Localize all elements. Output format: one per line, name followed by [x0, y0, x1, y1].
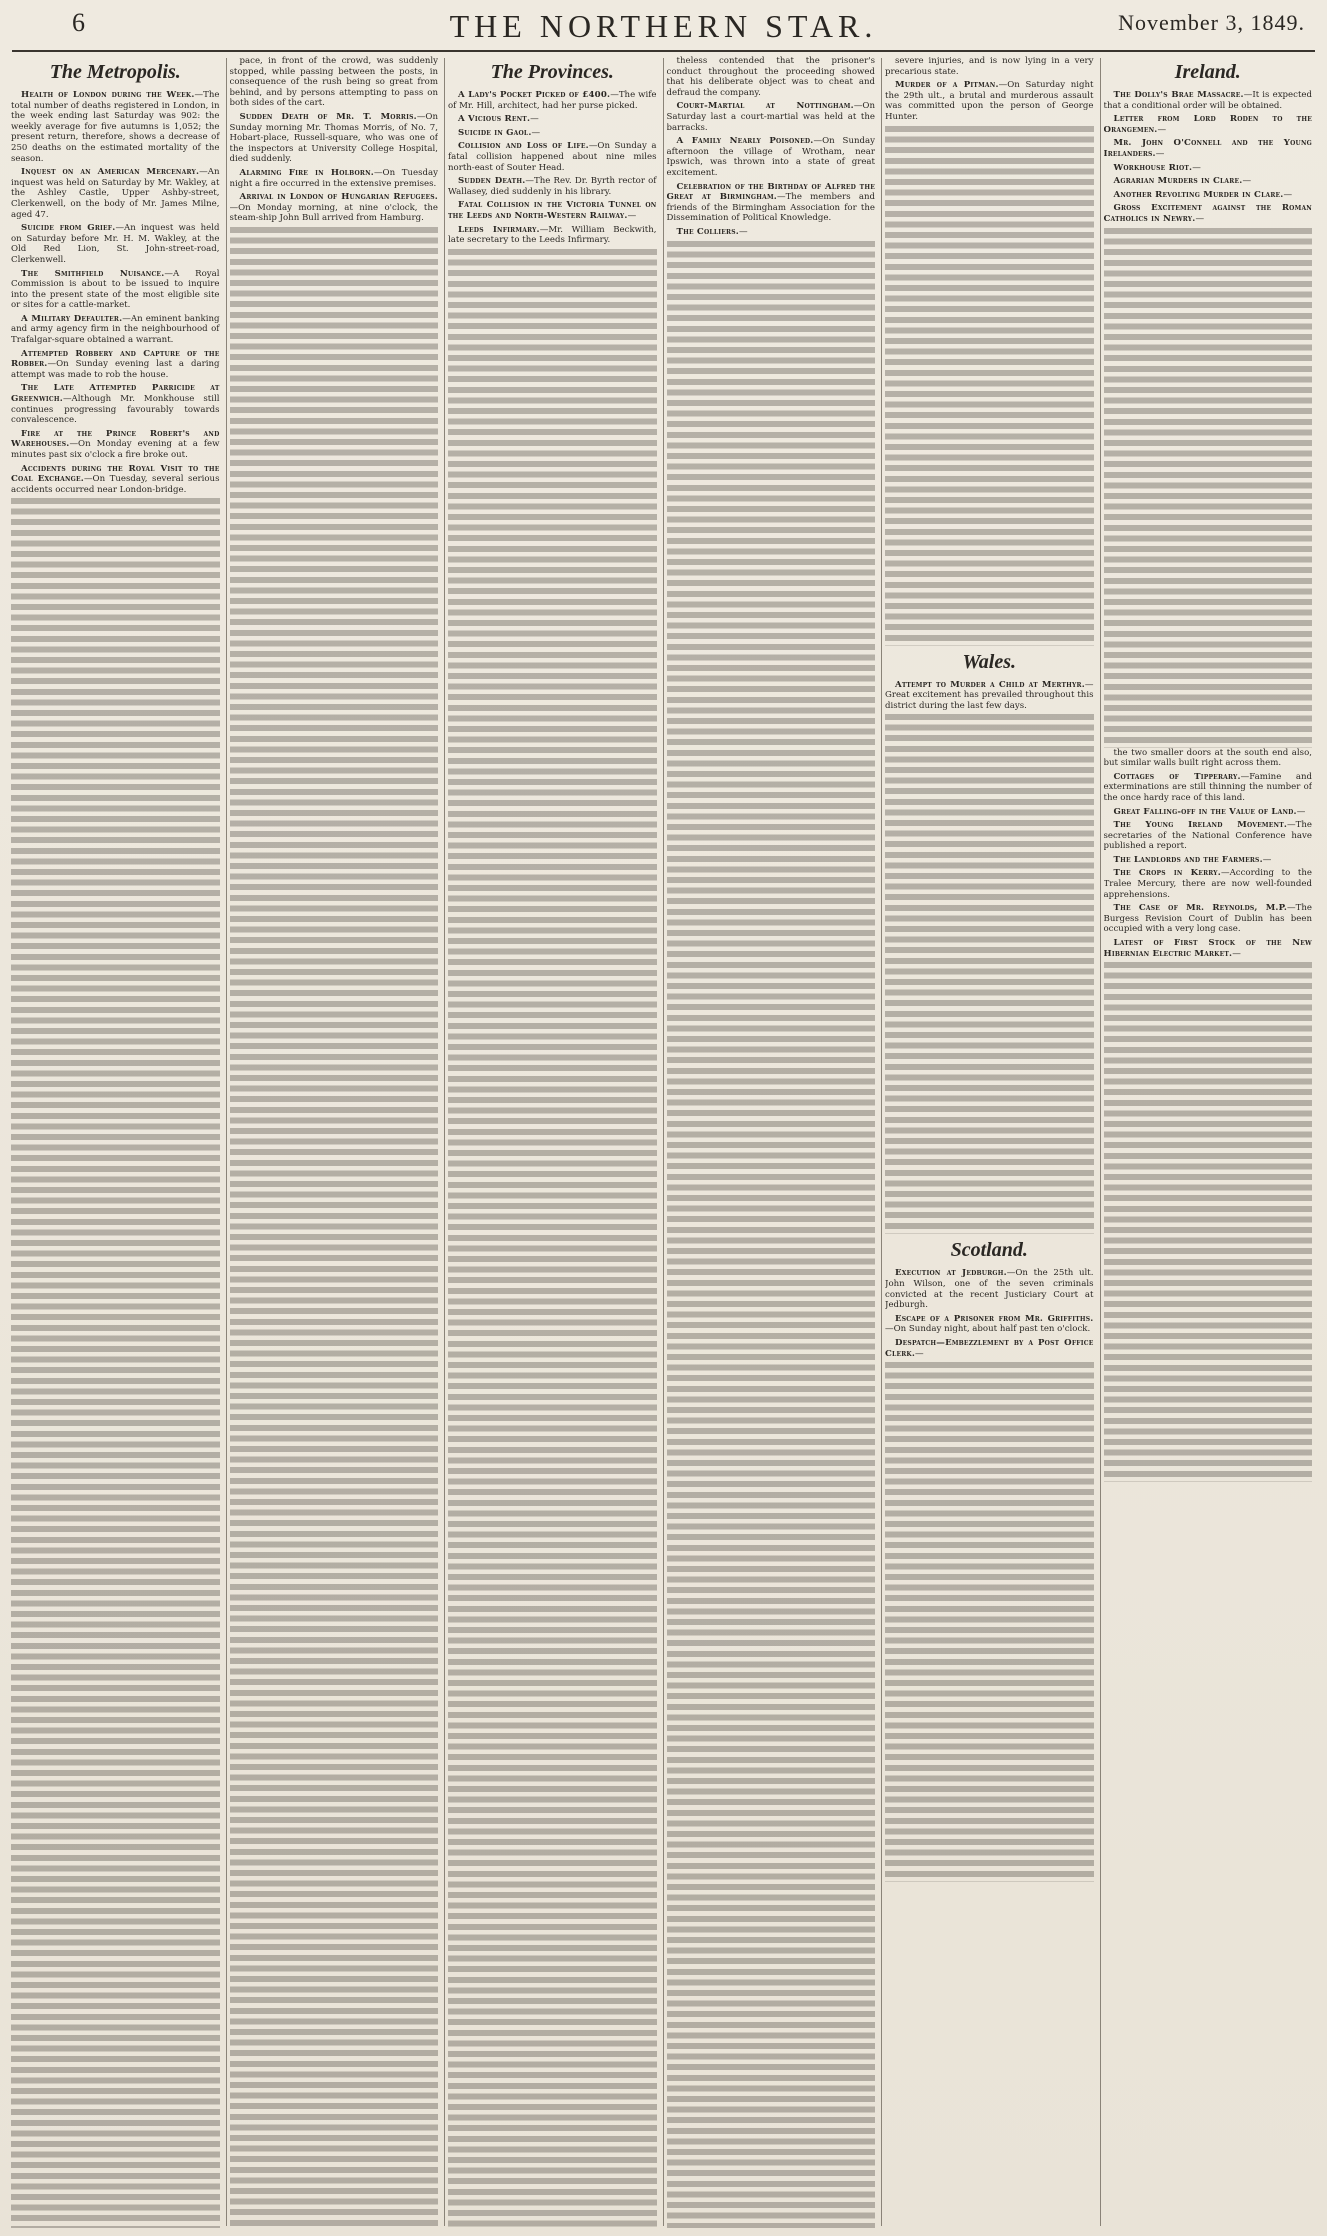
- article-body: —On Saturday last a court-martial was held at the barracks.: [666, 101, 875, 133]
- article-headline: A Vicious Rent.: [458, 114, 531, 125]
- article-paragraph: [885, 1268, 1094, 1310]
- article-body: theless contended that the prisoner's conduct throughout the proceeding showed that his deliberate object was to cheat and defraud the company.: [666, 56, 875, 98]
- body-text-lines: [885, 1362, 1094, 1882]
- article-headline: Accidents during the Royal Visit to the Coal Exchange.: [11, 463, 220, 485]
- section-heading: The Provinces.: [490, 61, 614, 83]
- article-body: —: [1192, 162, 1201, 173]
- article-body: —: [1232, 948, 1241, 959]
- article-paragraph: [230, 168, 439, 189]
- text-column: [667, 56, 876, 2228]
- article-body: —On Sunday afternoon the village of Wrotham, near Ipswich, was thrown into a state of great excitement.: [666, 136, 875, 178]
- column-rule: [663, 58, 664, 2226]
- article-headline: Cottages of Tipperary.: [1113, 771, 1241, 782]
- article-paragraph: [11, 464, 220, 496]
- header-rule: [12, 50, 1315, 52]
- article-body: —On Sunday night, about half past ten o'clock.: [885, 1324, 1091, 1335]
- article-headline: Fatal Collision in the Victoria Tunnel on the Leeds and North-Western Railway.: [448, 200, 657, 221]
- issue-date: November 3, 1849.: [1118, 10, 1305, 35]
- article-headline: The Young Ireland Movement.: [1113, 820, 1288, 831]
- article-body: —The Rev. Dr. Byrth rector of Wallasey, died suddenly in his library.: [448, 176, 657, 197]
- section-heading: Scotland.: [950, 1239, 1028, 1262]
- text-column: [11, 56, 220, 2228]
- article-body: severe injuries, and is now lying in a very precarious state.: [885, 56, 1094, 77]
- article-body: —: [1283, 189, 1293, 200]
- section-heading: The Metropolis.: [49, 61, 181, 83]
- article-headline: Another Revolting Murder in Clare.: [1113, 189, 1284, 200]
- article-headline: The Dolly's Brae Massacre.: [1113, 90, 1244, 100]
- article-paragraph: [11, 429, 220, 461]
- article-paragraph: [11, 223, 220, 265]
- article-paragraph: [1104, 176, 1313, 187]
- article-body: —: [1242, 176, 1252, 187]
- body-text-lines: [885, 126, 1094, 646]
- text-column: [885, 56, 1094, 2228]
- article-headline: Escape of a Prisoner from Mr. Griffiths.: [895, 1313, 1094, 1324]
- article-paragraph: [448, 114, 657, 125]
- article-paragraph: [885, 680, 1094, 712]
- text-column: [230, 56, 439, 2228]
- body-text-lines: [230, 227, 439, 2227]
- article-body: —: [1262, 854, 1272, 865]
- article-body: —An inquest was held on Saturday before Mr. H. M. Wakley, at the Old Red Lion, St. John-street-road, Clerkenwell.: [11, 223, 220, 265]
- article-headline: The Case of Mr. Reynolds, M.P.: [1113, 903, 1288, 914]
- article-headline: Leeds Infirmary.: [458, 224, 540, 235]
- article-body: —: [531, 127, 541, 138]
- article-paragraph: [11, 383, 220, 425]
- article-body: —The members and friends of the Birmingham Association for the Dissemination of Political Knowledge.: [666, 192, 875, 224]
- article-paragraph: [1104, 190, 1313, 201]
- article-paragraph: [448, 141, 657, 173]
- article-body: —: [915, 1348, 924, 1359]
- article-headline: Alarming Fire in Holborn.: [239, 167, 374, 178]
- article-body: —The wife of Mr. Hill, architect, had her purse picked.: [448, 90, 657, 111]
- article-headline: Suicide from Grief.: [21, 223, 116, 234]
- article-body: pace, in front of the crowd, was suddenly stopped, while passing between the posts, in consequence of the rush being so great from behind, and by persons attempting to pass on both sides of the cart.: [229, 56, 438, 109]
- article-paragraph: [448, 90, 657, 111]
- article-paragraph: [1104, 868, 1313, 900]
- article-headline: Sudden Death of Mr. T. Morris.: [239, 111, 417, 122]
- text-column: [1104, 56, 1313, 2228]
- article-body: —The Burgess Revision Court of Dublin has been occupied with a very long case.: [1103, 903, 1312, 935]
- article-paragraph: [885, 1314, 1094, 1335]
- section-heading: Ireland.: [1174, 61, 1241, 83]
- article-body: —It is expected that a conditional order will be obtained.: [1103, 90, 1312, 111]
- article-headline: Letter from Lord Roden to the Orangemen.: [1103, 114, 1312, 135]
- article-paragraph: [1104, 772, 1313, 804]
- article-body: —On the 25th ult. John Wilson, one of the seven criminals convicted at the recent Justiciary Court at Jedburgh.: [885, 1268, 1094, 1311]
- article-headline: Arrival in London of Hungarian Refugees.: [239, 192, 438, 203]
- article-headline: The Crops in Kerry.: [1113, 868, 1221, 879]
- article-headline: Fire at the Prince Robert's and Warehouses.: [11, 428, 220, 450]
- article-paragraph: [448, 225, 657, 246]
- article-body: —: [1155, 148, 1165, 159]
- article-headline: The Smithfield Nuisance.: [21, 268, 165, 279]
- article-body: —On Sunday a fatal collision happened about nine miles north-east of Souter Head.: [448, 141, 657, 173]
- article-body: —On Sunday evening last a daring attempt was made to rob the house.: [11, 359, 220, 380]
- article-headline: Great Falling-off in the Value of Land.: [1113, 806, 1297, 817]
- article-paragraph: [11, 349, 220, 381]
- page-number: 6: [72, 8, 85, 37]
- article-headline: Sudden Death.: [458, 176, 526, 187]
- article-body: the two smaller doors at the south end also, but similar walls built right across them.: [1103, 747, 1312, 769]
- article-body: —The total number of deaths registered in London, in the week ending last Saturday was 902: the weekly average for five autumns is 1,052; the present return, therefore, shows a decrease of 250 deaths on the estimated mortality of the season.: [11, 90, 220, 164]
- article-headline: Collision and Loss of Life.: [458, 141, 589, 152]
- article-paragraph: [448, 200, 657, 221]
- article-headline: A Lady's Pocket Picked of £400.: [458, 90, 611, 100]
- article-body: —: [1296, 806, 1306, 817]
- article-paragraph: [448, 176, 657, 197]
- article-body: —Mr. William Beckwith, late secretary to the Leeds Infirmary.: [448, 224, 657, 246]
- article-body: —A Royal Commission is about to be issued to inquire into the present state of the most eligible site or sites for a cattle-market.: [11, 268, 220, 311]
- newspaper-title: THE NORTHERN STAR.: [449, 8, 878, 44]
- article-paragraph: [1104, 203, 1313, 224]
- text-column: [448, 56, 657, 2228]
- article-body: —An eminent banking and army agency firm in the neighbourhood of Trafalgar-square obtained a warrant.: [11, 313, 220, 346]
- article-headline: Gross Excitement against the Roman Catholics in Newry.: [1103, 203, 1312, 224]
- article-body: —On Sunday morning Mr. Thomas Morris, of No. 7, Hobart-place, Russell-square, who was one of the inspectors at University College Hospital, died suddenly.: [229, 111, 438, 165]
- article-paragraph: [667, 182, 876, 224]
- article-headline: Murder of a Pitman.: [895, 80, 999, 91]
- article-paragraph: [1104, 114, 1313, 135]
- article-paragraph: [1104, 807, 1313, 818]
- article-paragraph: [1104, 855, 1313, 866]
- article-paragraph: [885, 80, 1094, 122]
- article-paragraph: [885, 56, 1094, 77]
- article-body: —Although Mr. Monkhouse still continues progressing favourably towards convalescence.: [11, 394, 220, 426]
- article-paragraph: [230, 56, 439, 109]
- article-headline: Execution at Jedburgh.: [895, 1268, 1007, 1279]
- article-body: —The secretaries of the National Conference have published a report.: [1103, 820, 1312, 852]
- article-headline: Health of London during the Week.: [21, 90, 195, 100]
- article-paragraph: [1104, 90, 1313, 111]
- body-text-lines: [667, 241, 876, 2229]
- body-text-lines: [448, 249, 657, 2228]
- article-paragraph: [667, 101, 876, 133]
- article-headline: Workhouse Riot.: [1113, 162, 1193, 173]
- column-rule: [881, 58, 882, 2226]
- article-body: —: [530, 114, 539, 125]
- article-paragraph: [667, 136, 876, 178]
- article-paragraph: [1104, 138, 1313, 159]
- article-body: —According to the Tralee Mercury, there are now well-founded apprehensions.: [1103, 868, 1312, 900]
- article-body: —On Monday evening at a few minutes past six o'clock a fire broke out.: [11, 439, 220, 460]
- article-paragraph: [1104, 163, 1313, 174]
- article-paragraph: [1104, 938, 1313, 959]
- article-headline: Latest of First Stock of the New Hibernian Electric Market.: [1103, 938, 1312, 959]
- article-body: —On Tuesday, several serious accidents occurred near London-bridge.: [11, 474, 220, 495]
- article-body: —On Monday morning, at nine o'clock, the steam-ship John Bull arrived from Hamburg.: [229, 202, 438, 224]
- article-headline: A Military Defaulter.: [21, 313, 123, 324]
- article-headline: Despatch—Embezzlement by a Post Office Clerk.: [885, 1337, 1094, 1359]
- article-body: —On Tuesday night a fire occurred in the extensive premises.: [229, 167, 438, 189]
- column-rule: [226, 58, 227, 2226]
- article-paragraph: [1104, 903, 1313, 935]
- body-text-lines: [1104, 228, 1313, 748]
- article-paragraph: [1104, 748, 1313, 769]
- article-paragraph: [667, 227, 876, 238]
- article-body: —: [1195, 213, 1205, 224]
- article-paragraph: [885, 1338, 1094, 1359]
- article-body: —On Saturday night the 29th ult., a brutal and murderous assault was committed upon the person of George Hunter.: [885, 80, 1094, 122]
- article-headline: The Colliers.: [676, 226, 739, 237]
- article-paragraph: [230, 112, 439, 165]
- article-headline: The Late Attempted Parricide at Greenwich.: [11, 383, 220, 405]
- article-body: —: [1157, 124, 1167, 135]
- article-body: —An inquest was held on Saturday by Mr. Wakley, at the Ashley Castle, Upper Ashby-street, Clerkenwell, on the body of Mr. James Milne, aged 47.: [11, 167, 220, 220]
- article-body: —: [738, 226, 748, 237]
- article-body: —: [627, 210, 637, 221]
- article-headline: Attempt to Murder a Child at Merthyr.: [895, 679, 1085, 690]
- article-paragraph: [448, 128, 657, 139]
- article-paragraph: [230, 192, 439, 224]
- article-headline: Agrarian Murders in Clare.: [1113, 176, 1243, 187]
- column-rule: [1100, 58, 1101, 2226]
- body-text-lines: [11, 498, 220, 2228]
- article-headline: Attempted Robbery and Capture of the Robber.: [11, 348, 220, 370]
- article-headline: Mr. John O'Connell and the Young Irelanders.: [1103, 138, 1312, 159]
- article-paragraph: [667, 56, 876, 98]
- column-rule: [444, 58, 445, 2226]
- article-headline: Celebration of the Birthday of Alfred the Great at Birmingham.: [666, 181, 875, 203]
- article-headline: Court-Martial at Nottingham.: [676, 101, 854, 112]
- article-body: —Famine and exterminations are still thinning the number of the once hardy race of this land.: [1103, 771, 1312, 803]
- article-headline: Suicide in Gaol.: [458, 127, 532, 138]
- article-headline: Inquest on an American Mercenary.: [21, 167, 200, 178]
- section-heading: Wales.: [962, 650, 1016, 673]
- article-paragraph: [11, 90, 220, 164]
- article-paragraph: [11, 167, 220, 220]
- article-paragraph: [11, 269, 220, 311]
- article-body: —Great excitement has prevailed throughout this district during the last few days.: [885, 679, 1094, 711]
- body-text-lines: [885, 714, 1094, 1234]
- article-paragraph: [11, 314, 220, 346]
- article-paragraph: [1104, 820, 1313, 852]
- article-headline: The Landlords and the Farmers.: [1113, 854, 1263, 865]
- article-headline: A Family Nearly Poisoned.: [676, 136, 814, 147]
- body-text-lines: [1104, 962, 1313, 1482]
- masthead: [0, 8, 1327, 48]
